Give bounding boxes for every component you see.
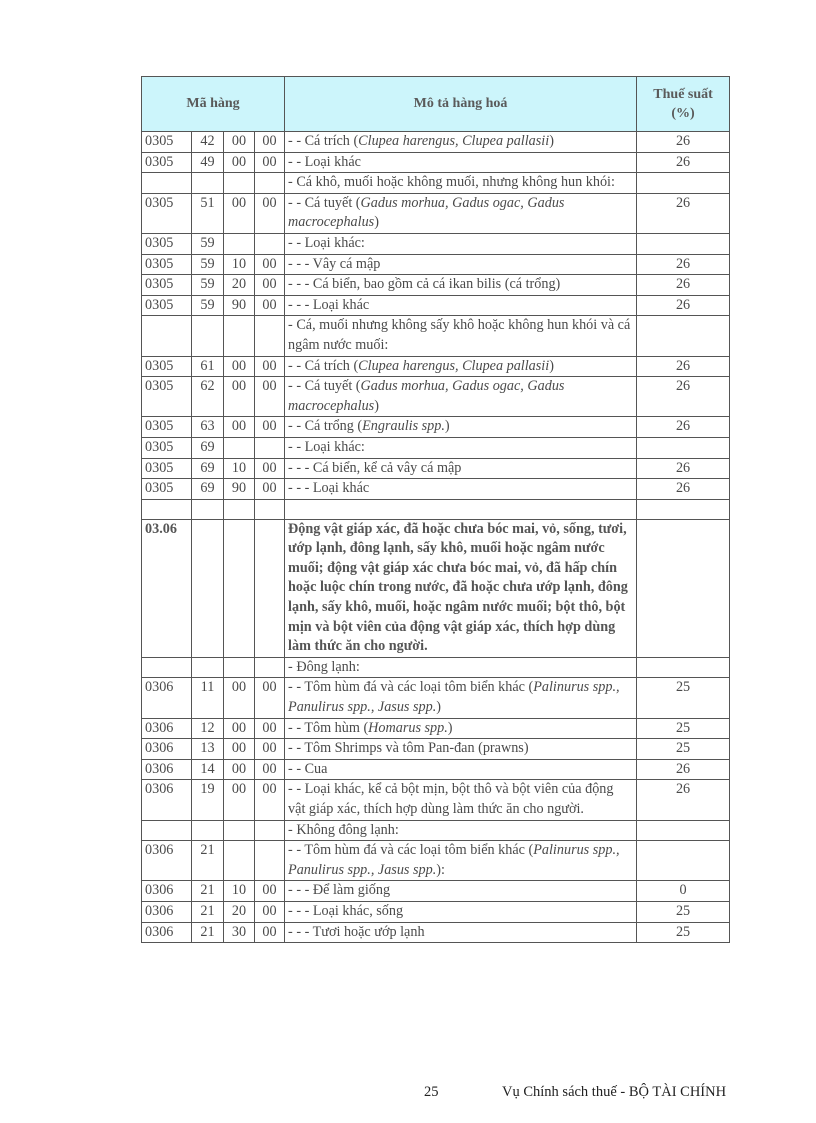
tariff-digit-cell	[224, 316, 255, 356]
tariff-digit-cell: 90	[224, 479, 255, 500]
description-text: - - Cá trổng (	[288, 418, 363, 435]
subheading-cell	[192, 820, 224, 841]
tariff-digit-cell	[224, 820, 255, 841]
description-cell	[285, 922, 637, 943]
subheading-cell: 59	[192, 254, 224, 275]
description-text: Động vật giáp xác, đã hoặc chưa bóc mai, vỏ, sống, tươi, ướp lạnh, đông lạnh, sấy khô, muối hoặc ngâm nước muối; động vật giáp xác chưa bóc mai, vỏ, đã hấp chín hoặc luộc chín trong nước, đã hoặc chưa ướp lạnh, đông lạnh, sấy khô, muối, hoặc ngâm nước muối; bột thô, bột mịn và bột viên của động vật giáp xác, thích hợp dùng làm thức ăn cho người.	[288, 520, 628, 655]
tax-rate-cell: 0	[637, 881, 730, 902]
table-row	[142, 152, 730, 173]
table-row	[142, 316, 730, 356]
tariff-digit-cell	[224, 173, 255, 194]
subheading-cell: 14	[192, 759, 224, 780]
tax-rate-cell: 25	[637, 718, 730, 739]
header-description: Mô tả hàng hoá	[285, 77, 637, 132]
heading-code-cell: 0306	[142, 678, 192, 718]
description-cell	[285, 173, 637, 194]
tax-rate-cell: 26	[637, 458, 730, 479]
heading-code-cell: 0305	[142, 152, 192, 173]
subheading-cell	[192, 173, 224, 194]
description-text: - - Tôm Shrimps và tôm Pan-đan (prawns)	[288, 740, 529, 757]
heading-code-cell	[142, 820, 192, 841]
table-row	[142, 519, 730, 657]
subheading-cell	[192, 657, 224, 678]
sub-digit-cell	[255, 657, 285, 678]
description-text: - - Cua	[288, 760, 328, 777]
description-text: - - - Tươi hoặc ướp lạnh	[288, 923, 425, 940]
description-text: )	[444, 418, 450, 435]
table-row	[142, 739, 730, 760]
sub-digit-cell: 00	[255, 759, 285, 780]
sub-digit-cell: 00	[255, 922, 285, 943]
subheading-cell: 42	[192, 132, 224, 153]
description-text: - - Tôm hùm đá và các loại tôm biển khác (	[288, 679, 534, 696]
subheading-cell: 61	[192, 356, 224, 377]
tariff-digit-cell: 10	[224, 254, 255, 275]
tax-rate-cell: 26	[637, 152, 730, 173]
description-text: - - Cá tuyết (	[288, 378, 361, 395]
tax-rate-cell	[637, 841, 730, 881]
sub-digit-cell	[255, 841, 285, 881]
tax-rate-cell: 25	[637, 678, 730, 718]
tariff-digit-cell: 00	[224, 417, 255, 438]
empty-cell	[255, 499, 285, 519]
heading-code-cell	[142, 316, 192, 356]
table-row	[142, 132, 730, 153]
tax-rate-cell	[637, 437, 730, 458]
table-row	[142, 417, 730, 438]
subheading-cell	[192, 316, 224, 356]
sub-digit-cell: 00	[255, 275, 285, 296]
tariff-digit-cell	[224, 437, 255, 458]
description-text: - Cá, muối nhưng không sấy khô hoặc không hun khói và cá ngâm nước muối:	[288, 317, 631, 353]
tariff-digit-cell: 00	[224, 759, 255, 780]
sub-digit-cell: 00	[255, 417, 285, 438]
table-row	[142, 193, 730, 233]
sub-digit-cell: 00	[255, 132, 285, 153]
tax-rate-cell	[637, 233, 730, 254]
table-row	[142, 233, 730, 254]
heading-code-cell: 0306	[142, 780, 192, 820]
heading-code-cell: 0306	[142, 759, 192, 780]
description-cell	[285, 458, 637, 479]
description-text: )	[549, 357, 554, 374]
tax-rate-cell: 26	[637, 356, 730, 377]
tariff-digit-cell: 00	[224, 132, 255, 153]
subheading-cell: 21	[192, 901, 224, 922]
sub-digit-cell: 00	[255, 718, 285, 739]
tax-rate-cell: 25	[637, 739, 730, 760]
header-rate-line2: (%)	[671, 106, 695, 121]
heading-code-cell: 0305	[142, 417, 192, 438]
table-body	[142, 132, 730, 943]
description-cell	[285, 417, 637, 438]
sub-digit-cell: 00	[255, 479, 285, 500]
description-text: - Cá khô, muối hoặc không muối, nhưng không hun khói:	[288, 174, 615, 191]
heading-code-cell: 0306	[142, 739, 192, 760]
description-cell	[285, 152, 637, 173]
description-cell	[285, 233, 637, 254]
description-cell	[285, 881, 637, 902]
heading-code-cell: 0306	[142, 901, 192, 922]
heading-code-cell: 0306	[142, 881, 192, 902]
sub-digit-cell: 00	[255, 780, 285, 820]
table-row	[142, 499, 730, 519]
sub-digit-cell: 00	[255, 193, 285, 233]
subheading-cell: 21	[192, 841, 224, 881]
table-row	[142, 820, 730, 841]
description-cell	[285, 739, 637, 760]
tariff-table	[141, 76, 730, 943]
tariff-digit-cell: 30	[224, 922, 255, 943]
description-cell	[285, 718, 637, 739]
subheading-cell: 69	[192, 479, 224, 500]
description-text: - - Loại khác:	[288, 438, 365, 455]
heading-code-cell: 0305	[142, 356, 192, 377]
table-row	[142, 458, 730, 479]
subheading-cell: 51	[192, 193, 224, 233]
description-text: )	[436, 699, 441, 716]
subheading-cell: 11	[192, 678, 224, 718]
tax-rate-cell: 26	[637, 275, 730, 296]
description-cell	[285, 275, 637, 296]
description-text: - - - Loại khác	[288, 296, 370, 313]
sub-digit-cell	[255, 316, 285, 356]
tariff-digit-cell: 10	[224, 458, 255, 479]
description-cell	[285, 254, 637, 275]
table-row	[142, 275, 730, 296]
tax-rate-cell	[637, 519, 730, 657]
table-row	[142, 437, 730, 458]
description-text: - - Loại khác	[288, 153, 361, 170]
description-text: - - Tôm hùm đá và các loại tôm biển khác (	[288, 842, 534, 859]
tariff-digit-cell: 00	[224, 193, 255, 233]
description-cell	[285, 479, 637, 500]
tax-rate-cell: 26	[637, 132, 730, 153]
heading-code-cell	[142, 657, 192, 678]
scientific-name: Clupea harengus, Clupea pallasii	[358, 133, 550, 149]
tax-rate-cell: 26	[637, 193, 730, 233]
subheading-cell: 21	[192, 922, 224, 943]
table-header	[142, 77, 730, 132]
page-number: 25	[424, 1084, 439, 1100]
tax-rate-cell: 25	[637, 922, 730, 943]
description-cell	[285, 377, 637, 417]
description-text: - - - Để làm giống	[288, 882, 391, 899]
tax-rate-cell: 26	[637, 295, 730, 316]
subheading-cell	[192, 519, 224, 657]
subheading-cell: 69	[192, 458, 224, 479]
tariff-digit-cell: 00	[224, 356, 255, 377]
description-text: - Không đông lạnh:	[288, 821, 399, 838]
scientific-name: Palinurus spp., Panulirus spp., Jasus spp.	[288, 842, 620, 878]
table-row	[142, 479, 730, 500]
tax-rate-cell: 26	[637, 780, 730, 820]
scientific-name: Engraulis spp.	[362, 418, 445, 435]
description-text: - - Loại khác, kể cả bột mịn, bột thô và bột viên của động vật giáp xác, thích hợp dùng làm thức ăn cho người.	[288, 781, 614, 817]
description-text: - - - Loại khác	[288, 480, 370, 497]
heading-code-cell: 0305	[142, 254, 192, 275]
table-row	[142, 356, 730, 377]
subheading-cell: 63	[192, 417, 224, 438]
heading-code-cell: 03.06	[142, 519, 192, 657]
tariff-digit-cell: 90	[224, 295, 255, 316]
table-row	[142, 841, 730, 881]
table-row	[142, 759, 730, 780]
tariff-digit-cell	[224, 233, 255, 254]
tax-rate-cell: 25	[637, 901, 730, 922]
empty-cell	[285, 499, 637, 519]
tariff-digit-cell	[224, 657, 255, 678]
tax-rate-cell	[637, 173, 730, 194]
tariff-digit-cell	[224, 841, 255, 881]
subheading-cell: 21	[192, 881, 224, 902]
scientific-name: Clupea harengus, Clupea pallasii	[358, 357, 550, 374]
sub-digit-cell: 00	[255, 458, 285, 479]
sub-digit-cell	[255, 173, 285, 194]
description-cell	[285, 901, 637, 922]
tax-rate-cell	[637, 657, 730, 678]
description-text: - - - Loại khác, sống	[288, 902, 404, 919]
heading-code-cell: 0305	[142, 458, 192, 479]
tariff-digit-cell: 00	[224, 739, 255, 760]
description-text: - - Cá tuyết (	[288, 194, 361, 211]
empty-cell	[192, 499, 224, 519]
sub-digit-cell: 00	[255, 881, 285, 902]
heading-code-cell: 0305	[142, 132, 192, 153]
description-cell	[285, 678, 637, 718]
table-row	[142, 678, 730, 718]
table-row	[142, 922, 730, 943]
description-text: )	[549, 133, 554, 149]
heading-code-cell	[142, 173, 192, 194]
tariff-digit-cell: 10	[224, 881, 255, 902]
description-text: - - - Cá biển, bao gồm cả cá ikan bilis (cá trổng)	[288, 276, 561, 293]
tax-rate-cell: 26	[637, 254, 730, 275]
header-rate	[637, 77, 730, 132]
subheading-cell: 59	[192, 233, 224, 254]
tariff-digit-cell: 00	[224, 780, 255, 820]
table-row	[142, 718, 730, 739]
description-text: - - Tôm hùm (	[288, 719, 369, 736]
header-code: Mã hàng	[142, 77, 285, 132]
sub-digit-cell	[255, 437, 285, 458]
description-text: )	[374, 397, 379, 414]
tariff-digit-cell: 00	[224, 678, 255, 718]
table-row	[142, 254, 730, 275]
description-cell	[285, 820, 637, 841]
scientific-name: Palinurus spp., Panulirus spp., Jasus spp.	[288, 679, 620, 716]
description-cell	[285, 295, 637, 316]
scientific-name: Gadus morhua, Gadus ogac, Gadus macrocephalus	[288, 194, 565, 231]
sub-digit-cell: 00	[255, 739, 285, 760]
description-cell	[285, 759, 637, 780]
header-rate-line1: Thuế suất	[653, 87, 713, 102]
description-text: - - Cá trích (	[288, 357, 359, 374]
heading-code-cell: 0306	[142, 718, 192, 739]
tax-rate-cell: 26	[637, 377, 730, 417]
tariff-digit-cell: 20	[224, 901, 255, 922]
description-cell	[285, 519, 637, 657]
sub-digit-cell: 00	[255, 295, 285, 316]
subheading-cell: 59	[192, 295, 224, 316]
description-cell	[285, 316, 637, 356]
subheading-cell: 19	[192, 780, 224, 820]
sub-digit-cell: 00	[255, 678, 285, 718]
heading-code-cell: 0305	[142, 377, 192, 417]
subheading-cell: 59	[192, 275, 224, 296]
tax-rate-cell	[637, 316, 730, 356]
subheading-cell: 12	[192, 718, 224, 739]
heading-code-cell: 0305	[142, 479, 192, 500]
description-cell	[285, 193, 637, 233]
table-row	[142, 780, 730, 820]
sub-digit-cell: 00	[255, 901, 285, 922]
subheading-cell: 13	[192, 739, 224, 760]
sub-digit-cell: 00	[255, 254, 285, 275]
table-row	[142, 377, 730, 417]
description-text: - - Loại khác:	[288, 234, 365, 251]
empty-cell	[637, 499, 730, 519]
heading-code-cell: 0305	[142, 437, 192, 458]
heading-code-cell: 0305	[142, 193, 192, 233]
tariff-digit-cell: 00	[224, 377, 255, 417]
heading-code-cell: 0305	[142, 275, 192, 296]
subheading-cell: 49	[192, 152, 224, 173]
heading-code-cell: 0306	[142, 841, 192, 881]
description-cell	[285, 780, 637, 820]
sub-digit-cell: 00	[255, 152, 285, 173]
sub-digit-cell	[255, 519, 285, 657]
empty-cell	[142, 499, 192, 519]
sub-digit-cell	[255, 233, 285, 254]
description-text: - Đông lạnh:	[288, 658, 360, 675]
heading-code-cell: 0306	[142, 922, 192, 943]
table-row	[142, 173, 730, 194]
sub-digit-cell: 00	[255, 356, 285, 377]
description-text: - - - Vây cá mập	[288, 255, 381, 272]
heading-code-cell: 0305	[142, 233, 192, 254]
description-text: )	[447, 719, 453, 736]
tariff-digit-cell	[224, 519, 255, 657]
description-text: )	[374, 214, 379, 231]
sub-digit-cell	[255, 820, 285, 841]
description-cell	[285, 132, 637, 153]
description-cell	[285, 356, 637, 377]
description-cell	[285, 841, 637, 881]
description-text: - - - Cá biển, kể cả vây cá mập	[288, 459, 462, 476]
heading-code-cell: 0305	[142, 295, 192, 316]
description-cell	[285, 657, 637, 678]
department-footer: Vụ Chính sách thuế - BỘ TÀI CHÍNH	[502, 1084, 727, 1100]
description-text: ):	[436, 861, 445, 878]
empty-cell	[224, 499, 255, 519]
scientific-name: Homarus spp.	[368, 719, 448, 736]
tax-rate-cell	[637, 820, 730, 841]
tax-rate-cell: 26	[637, 759, 730, 780]
table-row	[142, 295, 730, 316]
tariff-digit-cell: 00	[224, 718, 255, 739]
subheading-cell: 69	[192, 437, 224, 458]
tax-rate-cell: 26	[637, 479, 730, 500]
tariff-digit-cell: 00	[224, 152, 255, 173]
table-row	[142, 901, 730, 922]
description-cell	[285, 437, 637, 458]
description-text: - - Cá trích (	[288, 133, 359, 149]
tariff-digit-cell: 20	[224, 275, 255, 296]
table-row	[142, 881, 730, 902]
table-row	[142, 657, 730, 678]
subheading-cell: 62	[192, 377, 224, 417]
scientific-name: Gadus morhua, Gadus ogac, Gadus macrocephalus	[288, 378, 565, 414]
tax-rate-cell: 26	[637, 417, 730, 438]
sub-digit-cell: 00	[255, 377, 285, 417]
